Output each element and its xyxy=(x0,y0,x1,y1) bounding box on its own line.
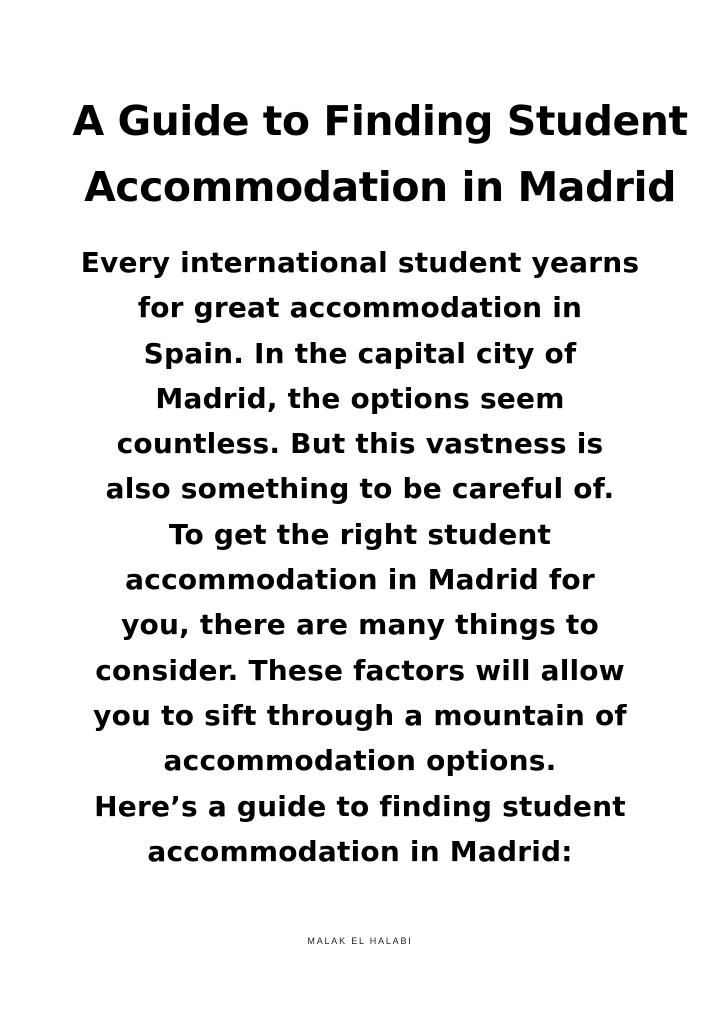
paragraph-line: accommodation in Madrid for xyxy=(125,563,595,597)
page-title xyxy=(20,88,720,220)
paragraph-line: To get the right student xyxy=(168,517,552,551)
author-name: MALAK EL HALABI xyxy=(307,936,413,946)
paragraph-line: Here’s a guide to finding student xyxy=(94,789,626,823)
title-line: Accommodation in Madrid xyxy=(84,163,676,211)
paragraph-line: you to sift through a mountain of xyxy=(93,698,627,732)
paragraph-line: Every international student yearns xyxy=(80,246,640,279)
paragraph-line: consider. These factors will allow xyxy=(95,653,625,687)
intro-paragraph xyxy=(0,240,720,874)
paragraph-line: Madrid, the options seem xyxy=(155,381,565,415)
paragraph-line: accommodation in Madrid: xyxy=(147,834,573,868)
paragraph-line: countless. But this vastness is xyxy=(116,427,604,461)
paragraph-line: you, there are many things to xyxy=(121,608,599,642)
paragraph-line: Spain. In the capital city of xyxy=(143,336,577,370)
paragraph-line: for great accommodation in xyxy=(137,291,583,325)
title-line: A Guide to Finding Student xyxy=(72,97,688,145)
paragraph-line: accommodation options. xyxy=(163,744,557,778)
paragraph-line: also something to be careful of. xyxy=(105,472,615,506)
